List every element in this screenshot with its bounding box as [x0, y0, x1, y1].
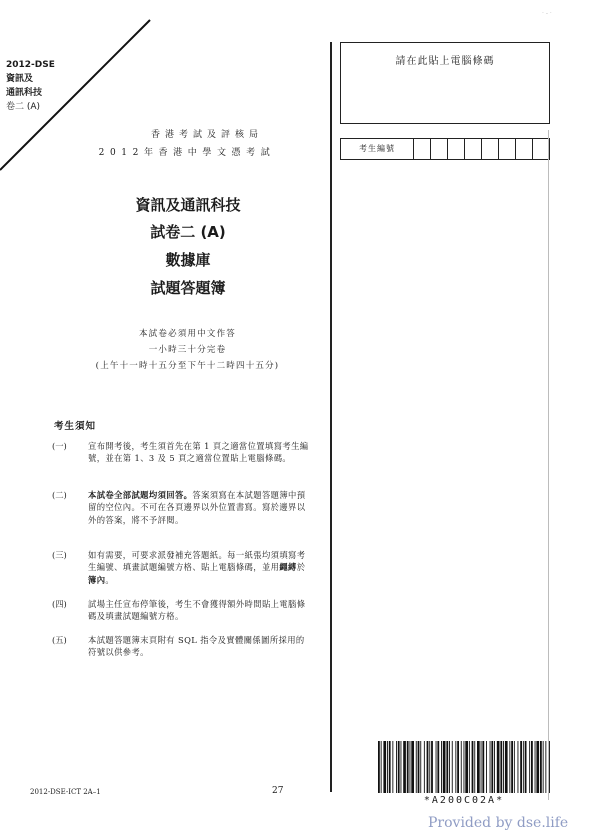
vertical-divider — [330, 42, 332, 792]
barcode-bar — [469, 741, 470, 793]
barcode-bar — [486, 741, 487, 793]
barcode-bar — [481, 741, 482, 793]
barcode-bar — [536, 741, 539, 793]
barcode-bar — [436, 741, 437, 793]
barcode-bar — [549, 741, 550, 793]
barcode-bar — [477, 741, 480, 793]
barcode-bar — [381, 741, 382, 793]
barcode-bar — [494, 741, 495, 793]
instruction-number: (三) — [52, 550, 67, 560]
barcode-bar — [523, 741, 524, 793]
corner-code: 2012-DSE — [6, 60, 55, 70]
barcode-bar — [531, 741, 533, 793]
barcode-sticker-box — [340, 42, 550, 124]
corner-paper: 卷二 (A) — [6, 102, 41, 112]
barcode-bar — [472, 741, 474, 793]
note-duration: 一小時三十分完卷 — [148, 345, 227, 355]
candidate-digit-box[interactable] — [465, 139, 482, 159]
instructions-heading: 考生須知 — [54, 421, 97, 432]
barcode-text: *A200C02A* — [423, 795, 505, 806]
instruction-bold: 繩縛 — [279, 562, 297, 573]
exam-name: 2012年香港中學文憑考試 — [98, 148, 276, 158]
barcode-bar — [505, 741, 508, 793]
barcode-bar — [490, 741, 491, 793]
instruction-bold: 本試卷全部試題均須回答。 — [88, 490, 193, 500]
title-booklet: 試題答題簿 — [150, 279, 226, 297]
title-paper: 試卷二 (A) — [150, 223, 226, 241]
candidate-digit-box[interactable] — [499, 139, 516, 159]
barcode-bar — [514, 741, 515, 793]
instruction-number: (五) — [52, 635, 67, 645]
barcode-bar — [446, 741, 448, 793]
candidate-digit-box[interactable] — [516, 139, 533, 159]
instruction-number: (一) — [52, 441, 67, 451]
barcode-bar — [429, 741, 430, 793]
instruction-text: 本試題答題簿末頁附有 SQL 指令及實體關係圖所採用的符號以供參考。 — [88, 635, 305, 658]
barcode-bar — [482, 741, 484, 793]
barcode-bar — [511, 741, 513, 793]
barcode-bar — [378, 741, 380, 793]
barcode-bar — [520, 741, 522, 793]
title-subject: 資訊及通訊科技 — [135, 196, 241, 214]
barcode-bar — [449, 741, 450, 793]
barcode-bar — [410, 741, 411, 793]
instruction-item — [52, 549, 312, 586]
barcode-bar — [500, 741, 502, 793]
candidate-digit-box[interactable] — [448, 139, 465, 159]
barcode-bar — [424, 741, 425, 793]
barcode-bar — [437, 741, 439, 793]
instruction-rest: 如有需要，可要求派發補充答題紙。每一紙張均須填寫考生編號、填畫試題編號方格、貼上電腦條碼，並用 — [88, 550, 306, 573]
barcode-bar — [383, 741, 386, 793]
barcode-bar — [497, 741, 500, 793]
barcode-bar — [431, 741, 433, 793]
barcode-bar — [398, 741, 400, 793]
footer-code: 2012-DSE-ICT 2A–1 — [30, 788, 101, 796]
barcode-bar — [457, 741, 459, 793]
barcode-bar — [464, 741, 465, 793]
barcode-bar — [474, 741, 475, 793]
barcode-bar — [491, 741, 493, 793]
candidate-digit-box[interactable] — [431, 139, 448, 159]
instruction-item — [52, 440, 312, 465]
barcode-bar — [396, 741, 397, 793]
barcode-bar — [443, 741, 446, 793]
barcode-bar — [389, 741, 391, 793]
barcode-bar — [540, 741, 542, 793]
barcode-bar — [543, 741, 544, 793]
candidate-number-label: 考生編號 — [341, 139, 414, 159]
barcode-bar — [411, 741, 414, 793]
candidate-digit-box[interactable] — [414, 139, 431, 159]
barcode-image — [378, 741, 550, 793]
instruction-item — [52, 489, 312, 526]
barcode-bar — [525, 741, 527, 793]
candidate-digit-box[interactable] — [533, 139, 549, 159]
barcode-box-label: 請在此貼上電腦條碼 — [395, 56, 495, 67]
instruction-mid: 於 — [296, 562, 306, 573]
barcode-bar — [392, 741, 393, 793]
instruction-bold: 簿內 — [88, 574, 106, 585]
instruction-rest: 答案須寫在本試題答題簿中預留的空位內。不可在各頁邊界以外位置書寫。寫於邊界以外的答案，將不予評閱。 — [88, 490, 306, 525]
instruction-text — [88, 549, 312, 586]
corner-subject-2: 通訊科技 — [6, 88, 43, 98]
note-language: 本試卷必須用中文作答 — [138, 329, 236, 339]
authority-name: 香港考試及評核局 — [150, 130, 263, 140]
barcode-bar — [441, 741, 442, 793]
instruction-number: (四) — [52, 599, 67, 609]
instruction-text: 試場主任宣布停筆後，考生不會獲得額外時間貼上電腦條碼及填畫試題編號方格。 — [88, 599, 306, 622]
barcode-bar — [401, 741, 402, 793]
barcode-bar — [418, 741, 420, 793]
provided-by-watermark: Provided by dse.life — [428, 815, 569, 831]
barcode-bar — [387, 741, 388, 793]
corner-subject-1: 資訊及 — [6, 74, 34, 84]
barcode-bar — [427, 741, 429, 793]
barcode-bar — [518, 741, 519, 793]
barcode-bar — [455, 741, 456, 793]
scan-mark: · - · — [542, 10, 552, 17]
candidate-digit-box[interactable] — [482, 139, 499, 159]
title-topic: 數據庫 — [165, 251, 211, 269]
barcode-bar — [529, 741, 530, 793]
page-edge-line — [548, 130, 549, 800]
barcode-bar — [403, 741, 406, 793]
barcode-bar — [509, 741, 510, 793]
page-number: 27 — [272, 786, 284, 796]
barcode-bar — [461, 741, 462, 793]
instruction-item — [52, 634, 312, 659]
instruction-text: 宣布開考後，考生須首先在第 1 頁之適當位置填寫考生編號，並在第 1、3 及 5 頁之適當位置貼上電腦條碼。 — [88, 441, 309, 464]
barcode-bar — [420, 741, 421, 793]
barcode-bar — [416, 741, 417, 793]
barcode-bar — [407, 741, 409, 793]
instruction-text — [88, 489, 312, 526]
instruction-number: (二) — [52, 490, 67, 500]
barcode-bar — [465, 741, 468, 793]
barcode-bar — [452, 741, 453, 793]
corner-label — [6, 58, 55, 114]
barcode-bar — [545, 741, 546, 793]
instruction-item — [52, 598, 312, 623]
candidate-number-boxes — [340, 138, 550, 160]
barcode-bar — [503, 741, 504, 793]
note-time: (上午十一時十五分至下午十二時四十五分) — [95, 361, 280, 371]
barcode-bar — [535, 741, 536, 793]
instruction-end: 。 — [105, 574, 115, 585]
